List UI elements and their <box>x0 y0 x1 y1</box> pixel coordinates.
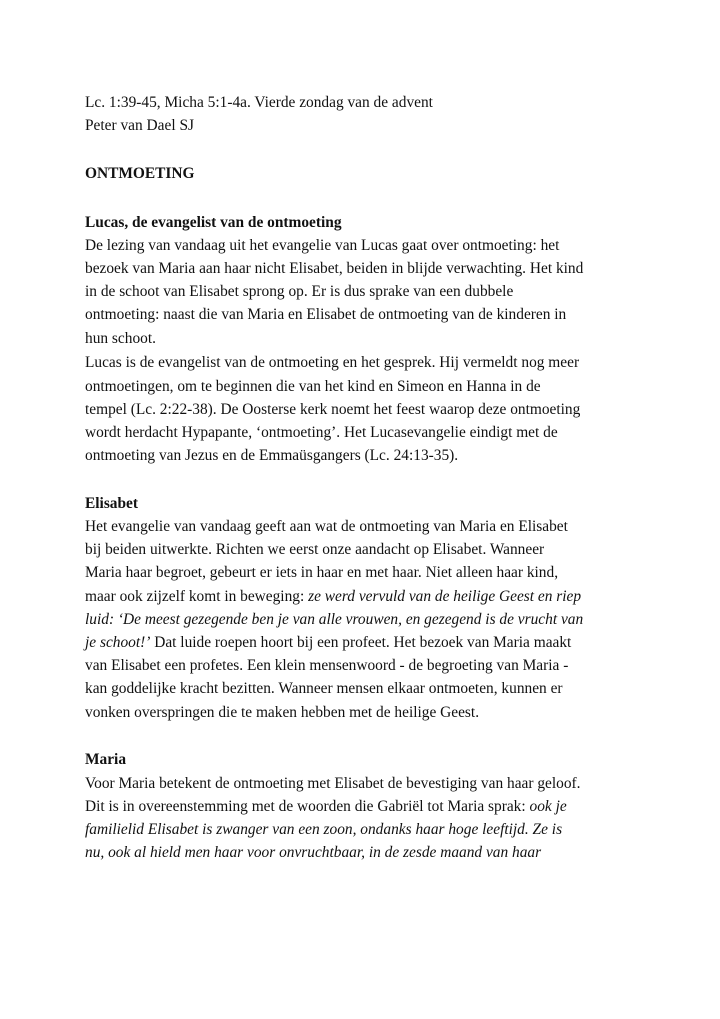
text-line: ontmoetingen, om te beginnen die van het kind en Simeon en Hanna in de <box>85 377 541 395</box>
text-line <box>85 631 645 654</box>
document-title: ONTMOETING <box>85 165 195 183</box>
text-line <box>85 561 645 584</box>
text-run: bij beiden uitwerkte. Richten we eerst onze aandacht op Elisabet. Wanneer <box>85 541 545 559</box>
document-page <box>85 91 645 866</box>
text-line <box>85 538 645 561</box>
text-line: De lezing van vandaag uit het evangelie van Lucas gaat over ontmoeting: het <box>85 236 560 254</box>
text-run: Voor Maria betekent de ontmoeting met Elisabet de bevestiging van haar geloof. <box>85 774 581 792</box>
text-run: van Elisabet een profetes. Een klein mensenwoord - de begroeting van Maria - <box>85 657 569 675</box>
italic-quote-text: familielid Elisabet is zwanger van een zoon, ondanks haar hoge leeftijd. Ze is <box>85 820 563 838</box>
text-run: maar ook zijzelf komt in beweging: <box>85 587 309 605</box>
text-line <box>85 585 645 608</box>
italic-quote-text: ook je <box>529 797 567 815</box>
text-line: tempel (Lc. 2:22-38). De Oosterse kerk noemt het feest waarop deze ontmoeting <box>85 400 581 418</box>
section-heading-lucas: Lucas, de evangelist van de ontmoeting <box>85 213 342 231</box>
text-line: ontmoeting van Jezus en de Emmaüsgangers (Lc. 24:13-35). <box>85 447 459 465</box>
text-run: Dit is in overeenstemming met de woorden die Gabriël tot Maria sprak: <box>85 797 530 815</box>
paragraph-elisabet <box>85 515 645 724</box>
italic-quote-text: nu, ook al hield men haar voor onvruchtbaar, in de zesde maand van haar <box>85 844 542 862</box>
text-line <box>85 701 645 724</box>
text-run: Het evangelie van vandaag geeft aan wat de ontmoeting van Maria en Elisabet <box>85 518 568 536</box>
paragraph-lucas-2 <box>85 351 645 467</box>
text-run: vonken overspringen die te maken hebben met de heilige Geest. <box>85 703 480 721</box>
text-run: kan goddelijke kracht bezitten. Wanneer mensen elkaar ontmoeten, kunnen er <box>85 680 563 698</box>
text-line <box>85 772 645 795</box>
text-line <box>85 608 645 631</box>
paragraph-maria <box>85 772 645 865</box>
italic-quote-text: ze werd vervuld van de heilige Geest en riep <box>308 587 582 605</box>
section-heading-elisabet: Elisabet <box>85 494 139 512</box>
italic-quote-text: je schoot!’ <box>85 634 151 652</box>
text-run: Maria haar begroet, gebeurt er iets in haar en met haar. Niet alleen haar kind, <box>85 564 559 582</box>
text-line <box>85 795 645 818</box>
text-run: Dat luide roepen hoort bij een profeet. Het bezoek van Maria maakt <box>150 634 572 652</box>
text-line <box>85 654 645 677</box>
italic-quote-text: luid: ‘De meest gezegende ben je van alle vrouwen, en gezegend is de vrucht van <box>85 610 584 628</box>
author-name: Peter van Dael SJ <box>85 117 194 135</box>
text-line <box>85 515 645 538</box>
text-line: wordt herdacht Hypapante, ‘ontmoeting’. Het Lucasevangelie eindigt met de <box>85 423 558 441</box>
text-line: in de schoot van Elisabet sprong op. Er is dus sprake van een dubbele <box>85 283 514 301</box>
text-line <box>85 841 645 864</box>
scripture-reference: Lc. 1:39-45, Micha 5:1-4a. Vierde zondag van de advent <box>85 94 433 111</box>
text-line: ontmoeting: naast die van Maria en Elisabet de ontmoeting van de kinderen in <box>85 306 567 324</box>
text-line: hun schoot. <box>85 329 156 347</box>
text-line: Lucas is de evangelist van de ontmoeting en het gesprek. Hij vermeldt nog meer <box>85 354 580 372</box>
paragraph-lucas-1 <box>85 234 645 350</box>
text-line <box>85 677 645 700</box>
text-line <box>85 818 645 841</box>
section-heading-maria: Maria <box>85 751 127 769</box>
text-line: bezoek van Maria aan haar nicht Elisabet, beiden in blijde verwachting. Het kind <box>85 260 584 278</box>
